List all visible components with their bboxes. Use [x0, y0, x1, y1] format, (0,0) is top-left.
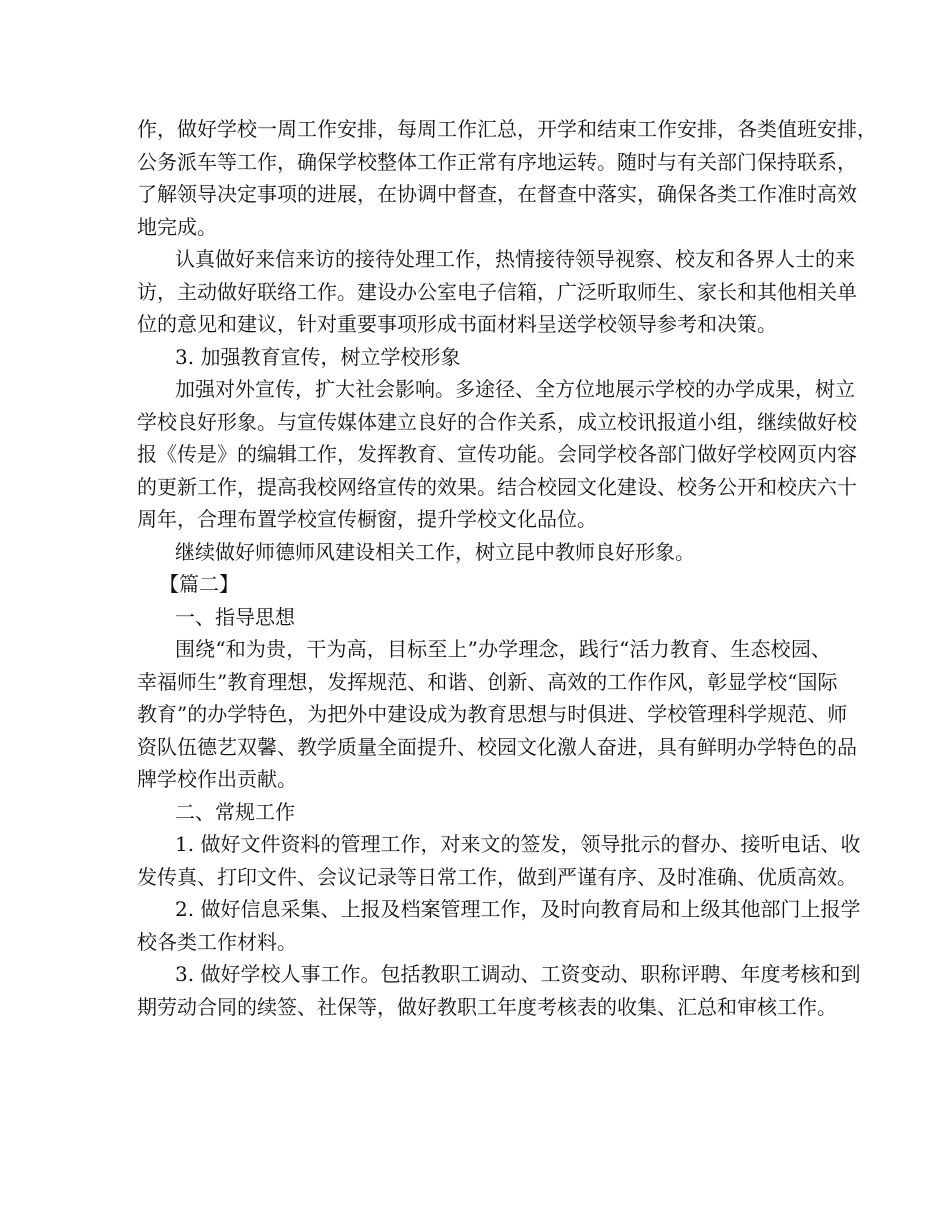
text-line: 教育”的办学特色，为把外中建设成为教育思想与时俱进、学校管理科学规范、师	[137, 702, 848, 726]
text-line: 围绕“和为贵，干为高，目标至上”办学理念，践行“活力教育、生态校园、	[175, 637, 831, 661]
text-line: 公务派车等工作，确保学校整体工作正常有序地运转。随时与有关部门保持联系，	[137, 149, 857, 174]
part-heading: 【篇二】	[159, 572, 239, 596]
section-heading: 一、指导思想	[175, 604, 295, 629]
text-line: 了解领导决定事项的进展，在协调中督查，在督查中落实，确保各类工作准时高效	[137, 182, 857, 206]
document-body	[137, 113, 877, 1023]
text-line: 访，主动做好联络工作。建设办公室电子信箱，广泛听取师生、家长和其他相关单	[137, 279, 857, 304]
text-line: 2. 做好信息采集、上报及档案管理工作，及时向教育局和上级其他部门上报学	[175, 897, 861, 921]
text-line: 认真做好来信来访的接待处理工作，热情接待领导视察、校友和各界人士的来	[175, 247, 855, 271]
text-line: 周年，合理布置学校宣传橱窗，提升学校文化品位。	[137, 507, 597, 531]
text-line: 校各类工作材料。	[137, 929, 297, 954]
section-heading: 二、常规工作	[175, 799, 295, 824]
text-line: 牌学校作出贡献。	[137, 767, 297, 791]
text-line: 作，做好学校一周工作安排，每周工作汇总，开学和结束工作安排，各类值班安排，	[137, 117, 877, 141]
text-line: 1. 做好文件资料的管理工作，对来文的签发，领导批示的督办、接听电话、收	[175, 832, 861, 856]
text-line: 位的意见和建议，针对重要事项形成书面材料呈送学校领导参考和决策。	[137, 312, 777, 336]
text-line: 资队伍德艺双馨、教学质量全面提升、校园文化激人奋进，具有鲜明办学特色的品	[137, 734, 857, 759]
text-line: 发传真、打印文件、会议记录等日常工作，做到严谨有序、及时准确、优质高效。	[137, 864, 857, 889]
text-line: 继续做好师德师风建设相关工作，树立昆中教师良好形象。	[175, 539, 695, 564]
text-line: 地完成。	[137, 214, 217, 239]
text-line: 报《传是》的编辑工作，发挥教育、宣传功能。会同学校各部门做好学校网页内容	[137, 442, 857, 466]
text-line: 学校良好形象。与宣传媒体建立良好的合作关系，成立校讯报道小组，继续做好校	[137, 409, 857, 434]
text-line: 的更新工作，提高我校网络宣传的效果。结合校园文化建设、校务公开和校庆六十	[137, 474, 857, 499]
text-line: 加强对外宣传，扩大社会影响。多途径、全方位地展示学校的办学成果，树立	[175, 377, 855, 401]
text-line: 期劳动合同的续签、社保等，做好教职工年度考核表的收集、汇总和审核工作。	[137, 994, 837, 1019]
text-line: 幸福师生”教育理想，发挥规范、和谐、创新、高效的工作作风，彰显学校“国际	[137, 669, 838, 694]
text-line: 3. 做好学校人事工作。包括教职工调动、工资变动、职称评聘、年度考核和到	[175, 962, 861, 986]
section-heading: 3. 加强教育宣传，树立学校形象	[175, 344, 461, 369]
